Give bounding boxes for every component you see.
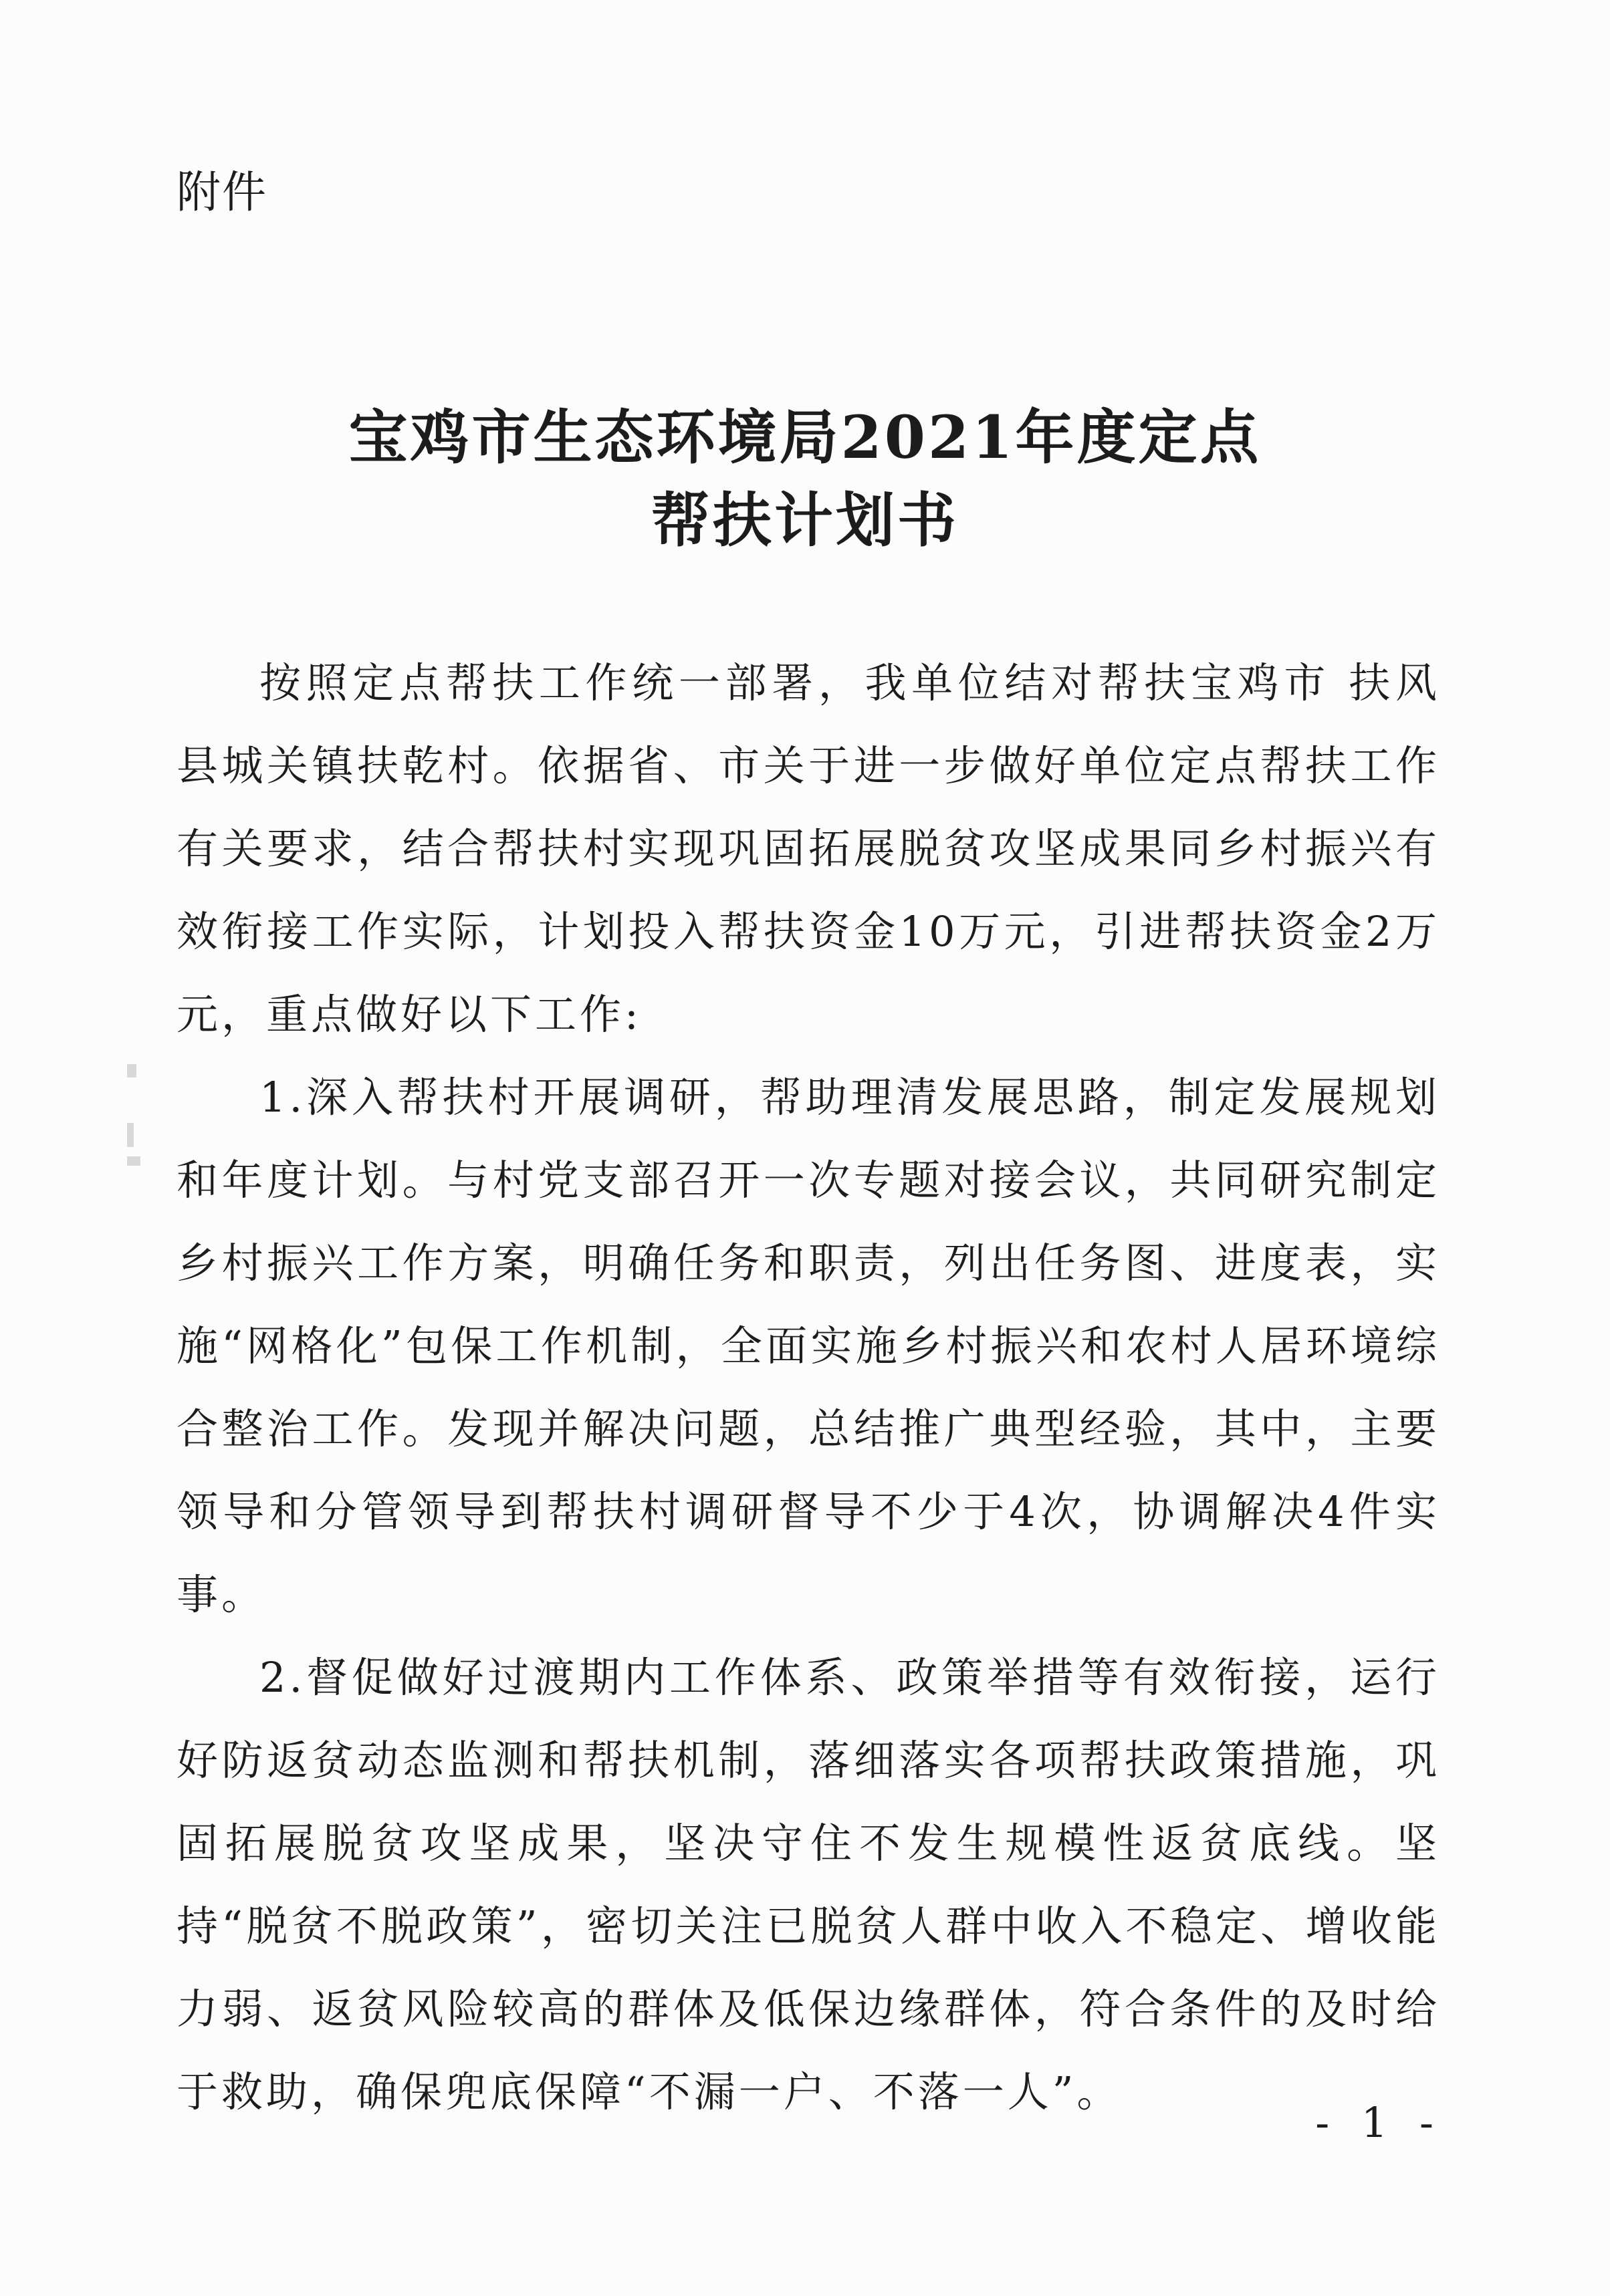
paragraph-item-1: 1.深入帮扶村开展调研，帮助理清发展思路，制定发展规划和年度计划。与村党支部召开一次专题对接会议，共同研究制定乡村振兴工作方案，明确任务和职责，列出任务图、进度表，实施“网格化”包保工作机制，全面实施乡村振兴和农村人居环境综合整治工作。发现并解决问题，总结推广典型经验，其中，主要领导和分管领导到帮扶村调研督导不少于4次，协调解决4件实事。 [177,1073,1440,1619]
binding-hole-mark [127,1156,140,1166]
document-title-line-2: 帮扶计划书 [651,485,959,555]
paragraph-item-2: 2.督促做好过渡期内工作体系、政策举措等有效衔接，运行好防返贫动态监测和帮扶机制，落细落实各项帮扶政策措施，巩固拓展脱贫攻坚成果，坚决守住不发生规模性返贫底线。坚持“脱贫不脱政策”，密切关注已脱贫人群中收入不稳定、增收能力弱、返贫风险较高的群体及低保边缘群体，符合条件的及时给于救助，确保兜底保障“不漏一户、不落一人”。 [177,1653,1440,2116]
page-number: - 1 - [1315,2098,1443,2147]
binding-hole-mark [127,1123,134,1147]
document-body [177,642,1440,2134]
binding-hole-mark [127,1064,136,1077]
attachment-label: 附件 [177,166,267,218]
document-title-line-1: 宝鸡市生态环境局2021年度定点 [348,402,1262,472]
paragraph-intro: 按照定点帮扶工作统一部署，我单位结对帮扶宝鸡市 扶风县城关镇扶乾村。依据省、市关于进一步做好单位定点帮扶工作有关要求，结合帮扶村实现巩固拓展脱贫攻坚成果同乡村振兴有效衔接工作实际，计划投入帮扶资金10万元，引进帮扶资金2万元，重点做好以下工作: [177,658,1440,1039]
